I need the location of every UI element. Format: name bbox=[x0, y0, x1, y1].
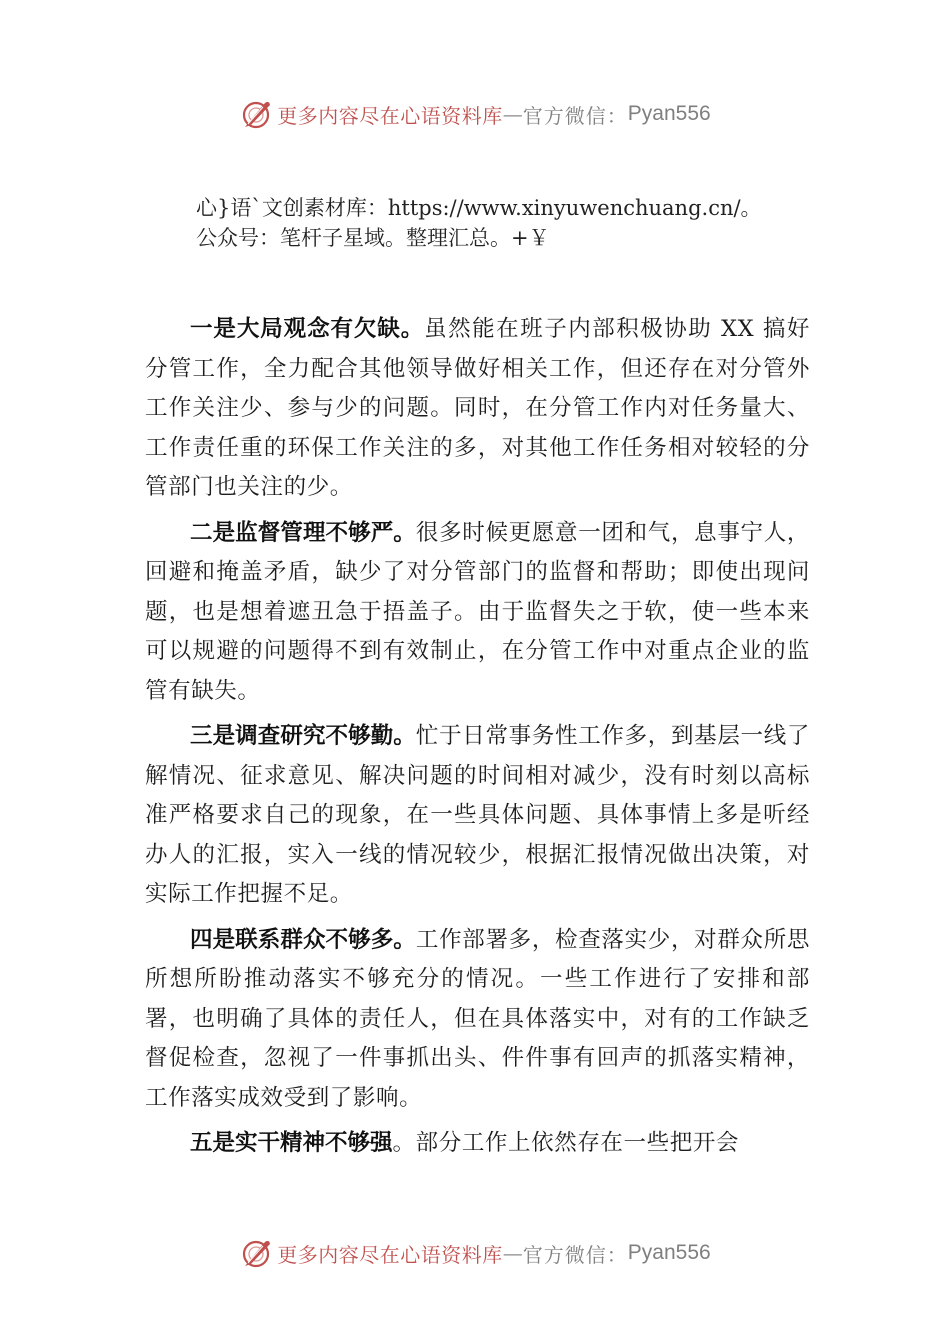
paragraph-lead: 三是调查研究不够勤。 bbox=[190, 723, 416, 749]
paragraph-1 bbox=[145, 310, 810, 508]
banner-wechat-id: Pyan556 bbox=[627, 102, 711, 125]
paragraph-lead: 五是实干精神不够强 bbox=[190, 1130, 393, 1156]
paragraph-lead: 一是大局观念有欠缺。 bbox=[190, 316, 425, 342]
paragraph-text: 。部分工作上依然存在一些把开会 bbox=[392, 1130, 740, 1156]
banner-wechat-id: Pyan556 bbox=[627, 1241, 711, 1264]
paragraph-5 bbox=[145, 1124, 810, 1164]
paragraph-4 bbox=[145, 921, 810, 1119]
banner-wechat-label: 官方微信： bbox=[522, 1242, 628, 1267]
paragraph-text: 很多时候更愿意一团和气，息事宁人，回避和掩盖矛盾，缺少了对分管部门的监督和帮助；即使出现问题，也是想着遮丑急于捂盖子。由于监督失之于软，使一些本来可以规避的问题得不到有效制止，在分管工作中对重点企业的监管有缺失。 bbox=[145, 519, 810, 704]
paragraph-text: 虽然能在班子内部积极协助 XX 搞好分管工作，全力配合其他领导做好相关工作，但还存在对分管外工作关注少、参与少的问题。同时，在分管工作内对任务量大、工作责任重的环保工作关注的多，对其他工作任务相对较轻的分管部门也关注的少。 bbox=[145, 316, 810, 500]
document-body bbox=[145, 310, 810, 1170]
banner-separator: — bbox=[502, 102, 523, 126]
banner-main-text: 更多内容尽在心语资料库 bbox=[277, 103, 503, 128]
source-notice bbox=[196, 193, 916, 253]
quill-pen-logo-icon bbox=[239, 1236, 273, 1270]
paragraph-3 bbox=[145, 717, 810, 915]
quill-pen-logo-icon bbox=[239, 97, 273, 131]
banner-wechat-label: 官方微信： bbox=[522, 103, 628, 128]
banner-main-text: 更多内容尽在心语资料库 bbox=[277, 1242, 503, 1267]
notice-line-1: 心}语`文创素材库：https://www.xinyuwenchuang.cn/。 bbox=[196, 196, 762, 220]
paragraph-2 bbox=[145, 514, 810, 712]
paragraph-text: 工作部署多，检查落实少，对群众所思所想所盼推动落实不够充分的情况。一些工作进行了安排和部署，也明确了具体的责任人，但在具体落实中，对有的工作缺乏督促检查，忽视了一件事抓出头、件件事有回声的抓落实精神，工作落实成效受到了影响。 bbox=[145, 926, 810, 1111]
paragraph-lead: 四是联系群众不够多。 bbox=[190, 926, 416, 953]
footer-banner bbox=[0, 1233, 950, 1273]
paragraph-text: 忙于日常事务性工作多，到基层一线了解情况、征求意见、解决问题的时间相对减少，没有时刻以高标准严格要求自己的现象，在一些具体问题、具体事情上多是听经办人的汇报，实入一线的情况较少，根据汇报情况做出决策，对实际工作把握不足。 bbox=[145, 723, 810, 907]
paragraph-lead: 二是监督管理不够严。 bbox=[190, 519, 416, 546]
notice-line-2: 公众号：笔杆子星域。整理汇总。+￥ bbox=[196, 226, 550, 250]
header-banner bbox=[0, 94, 950, 134]
banner-separator: — bbox=[502, 1241, 523, 1265]
